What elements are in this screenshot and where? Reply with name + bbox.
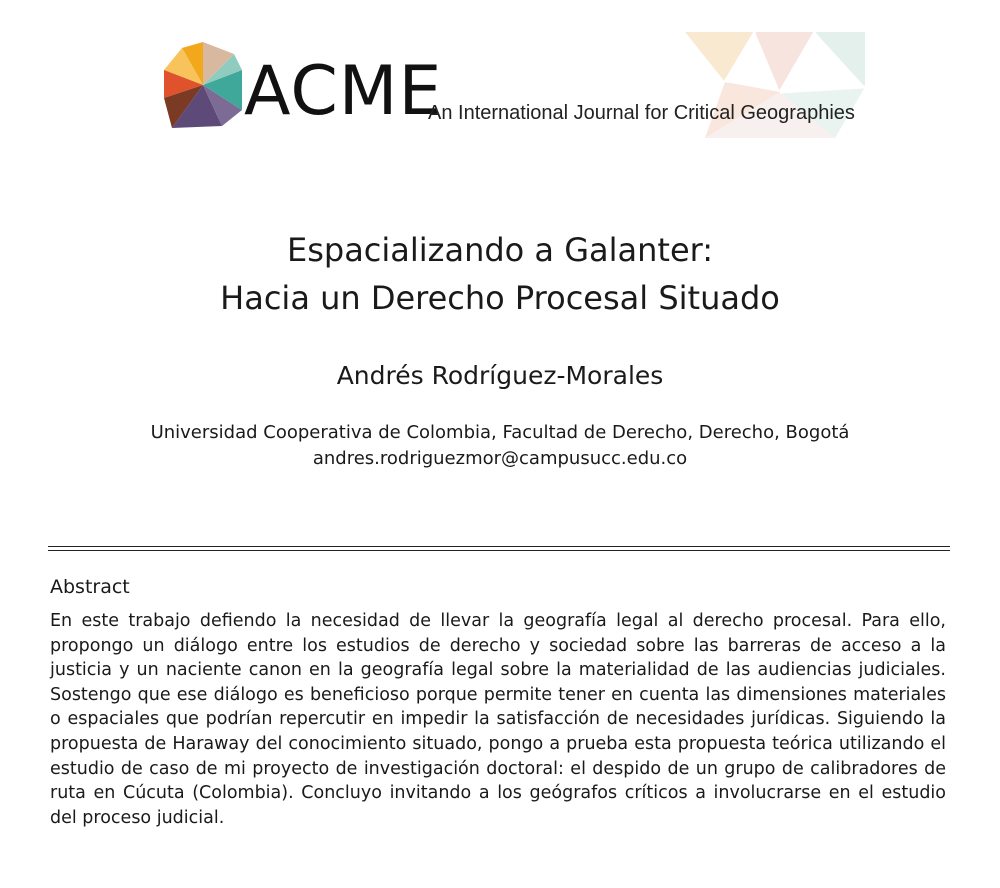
section-divider-top [48, 546, 950, 547]
section-divider-bottom [48, 550, 950, 551]
article-title-line-2: Hacia un Derecho Procesal Situado [220, 279, 780, 317]
author-affiliation-block [0, 420, 1000, 472]
article-title-line-1: Espacializando a Galanter: [286, 231, 713, 269]
author-email[interactable]: andres.rodriguezmor@campusucc.edu.co [312, 448, 688, 469]
affiliation-text: Universidad Cooperativa de Colombia, Facultad de Derecho, Derecho, Bogotá [150, 422, 850, 443]
abstract-body: En este trabajo defiendo la necesidad de llevar la geografía legal al derecho procesal. Para ello, propongo un diálogo entre los estudios de derecho y sociedad sobre las barreras de acceso a la justicia y un naciente canon en la geografía legal sobre la materialidad de las audiencias judiciales. Sostengo que ese diálogo es beneficioso porque permite tener en cuenta las dimensiones materiales o espaciales que podrían repercutir en impedir la satisfacción de necesidades jurídicas. Siguiendo la propuesta de Haraway del conocimiento situado, pongo a prueba esta propuesta teórica utilizando el estudio de caso de mi proyecto de investigación doctoral: el despido de un grupo de calibradores de ruta en Cúcuta (Colombia). Concluyo invitando a los geógrafos críticos a involucrarse en el estudio del proceso judicial. [50, 611, 946, 828]
abstract-heading: Abstract [50, 576, 130, 598]
journal-subtitle: An International Journal for Critical Geographies [428, 102, 855, 124]
journal-masthead [160, 28, 880, 144]
article-title [0, 226, 1000, 322]
acme-logo-icon [162, 40, 244, 130]
author-name: Andrés Rodríguez-Morales [336, 361, 664, 390]
journal-name: ACME [244, 52, 443, 131]
